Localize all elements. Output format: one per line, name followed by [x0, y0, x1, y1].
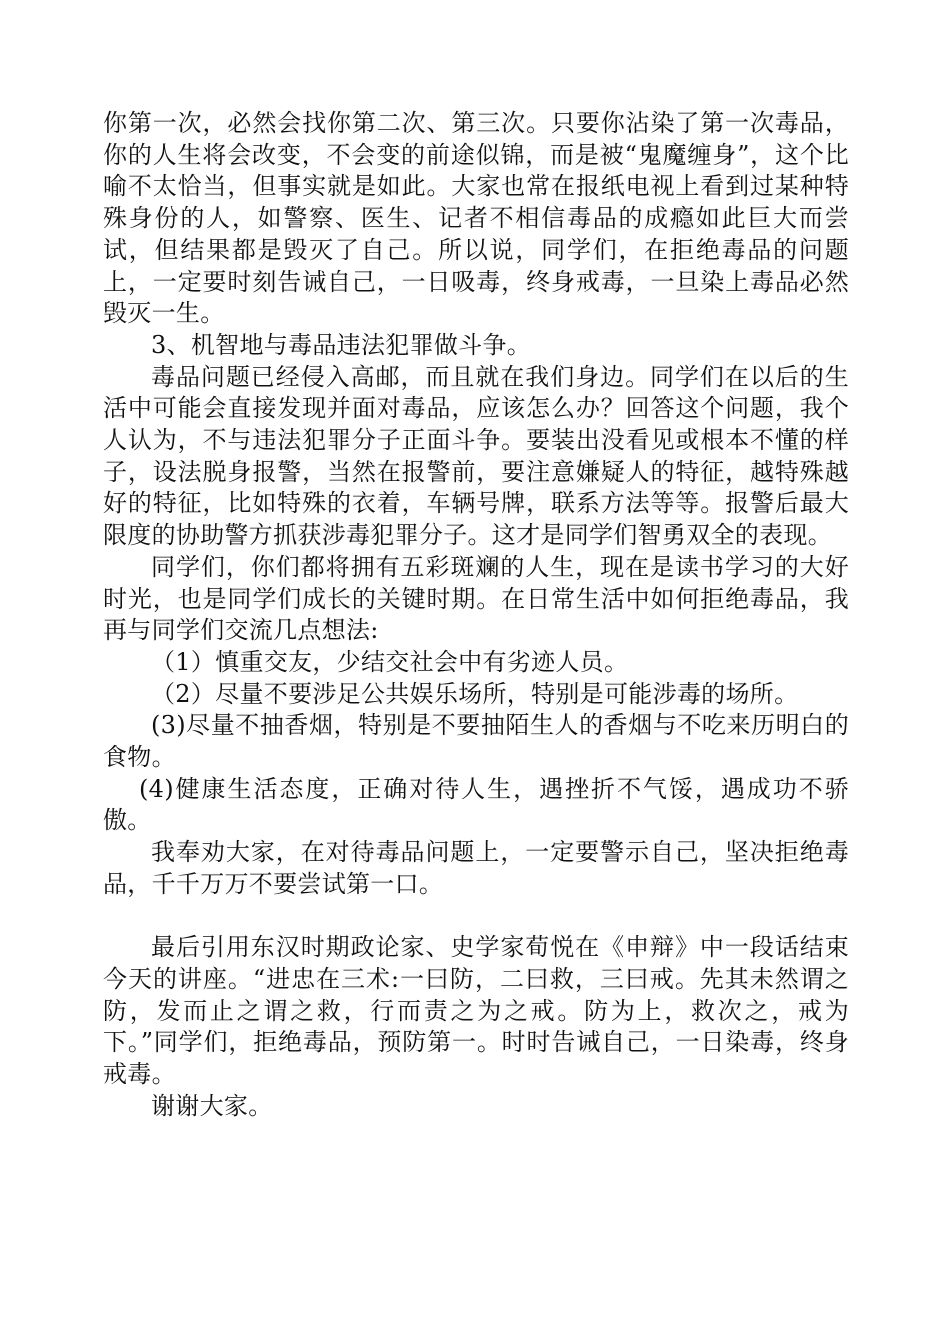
section-heading-3: 3、机智地与毒品违法犯罪做斗争。	[151, 330, 532, 359]
paragraph-thanks: 谢谢大家。	[151, 1091, 273, 1120]
document-body	[103, 108, 849, 1122]
paragraph-continuation: 你第一次，必然会找你第二次、第三次。只要你沾染了第一次毒品，你的人生将会改变，不会变的前途似锦，而是被“鬼魔缠身”，这个比喻不太恰当，但事实就是如此。大家也常在报纸电视上看到过某种特殊身份的人，如警察、医生、记者不相信毒品的成瘾如此巨大而尝试，但结果都是毁灭了自己。所以说，同学们，在拒绝毒品的问题上，一定要时刻告诫自己，一日吸毒，终身戒毒，一旦染上毒品必然毁灭一生。	[103, 109, 849, 328]
list-item-3: (3)尽量不抽香烟，特别是不要抽陌生人的香烟与不吃来历明白的食物。	[103, 711, 849, 772]
paragraph-exhortation: 我奉劝大家，在对待毒品问题上，一定要警示自己，坚决拒绝毒品，千千万万不要尝试第一口。	[103, 838, 849, 898]
list-item-4: (4)健康生活态度，正确对待人生，遇挫折不气馁，遇成功不骄傲。	[103, 774, 849, 835]
paragraph-drug-response: 毒品问题已经侵入高邮，而且就在我们身边。同学们在以后的生活中可能会直接发现并面对毒品，应该怎么办？回答这个问题，我个人认为，不与违法犯罪分子正面斗争。要装出没看见或根本不懂的样子，设法脱身报警，当然在报警前，要注意嫌疑人的特征，越特殊越好的特征，比如特殊的衣着，车辆号牌，联系方法等等。报警后最大限度的协助警方抓获涉毒犯罪分子。这才是同学们智勇双全的表现。	[103, 362, 849, 550]
list-item-2: （2）尽量不要涉足公共娱乐场所，特别是可能涉毒的场所。	[151, 679, 799, 708]
list-item-1: （1）慎重交友，少结交社会中有劣迹人员。	[151, 647, 629, 676]
blank-line	[103, 901, 849, 933]
paragraph-closing-quote: 最后引用东汉时期政论家、史学家荀悦在《申辩》中一段话结束今天的讲座。“进忠在三术:一曰防，二曰救，三曰戒。先其未然谓之防，发而止之谓之救，行而责之为之戒。防为上，救次之，戒为下。”同学们，拒绝毒品，预防第一。时时告诫自己，一日染毒，终身戒毒。	[103, 933, 849, 1089]
paragraph-advice-intro: 同学们，你们都将拥有五彩斑斓的人生，现在是读书学习的大好时光，也是同学们成长的关键时期。在日常生活中如何拒绝毒品，我再与同学们交流几点想法:	[103, 552, 849, 645]
